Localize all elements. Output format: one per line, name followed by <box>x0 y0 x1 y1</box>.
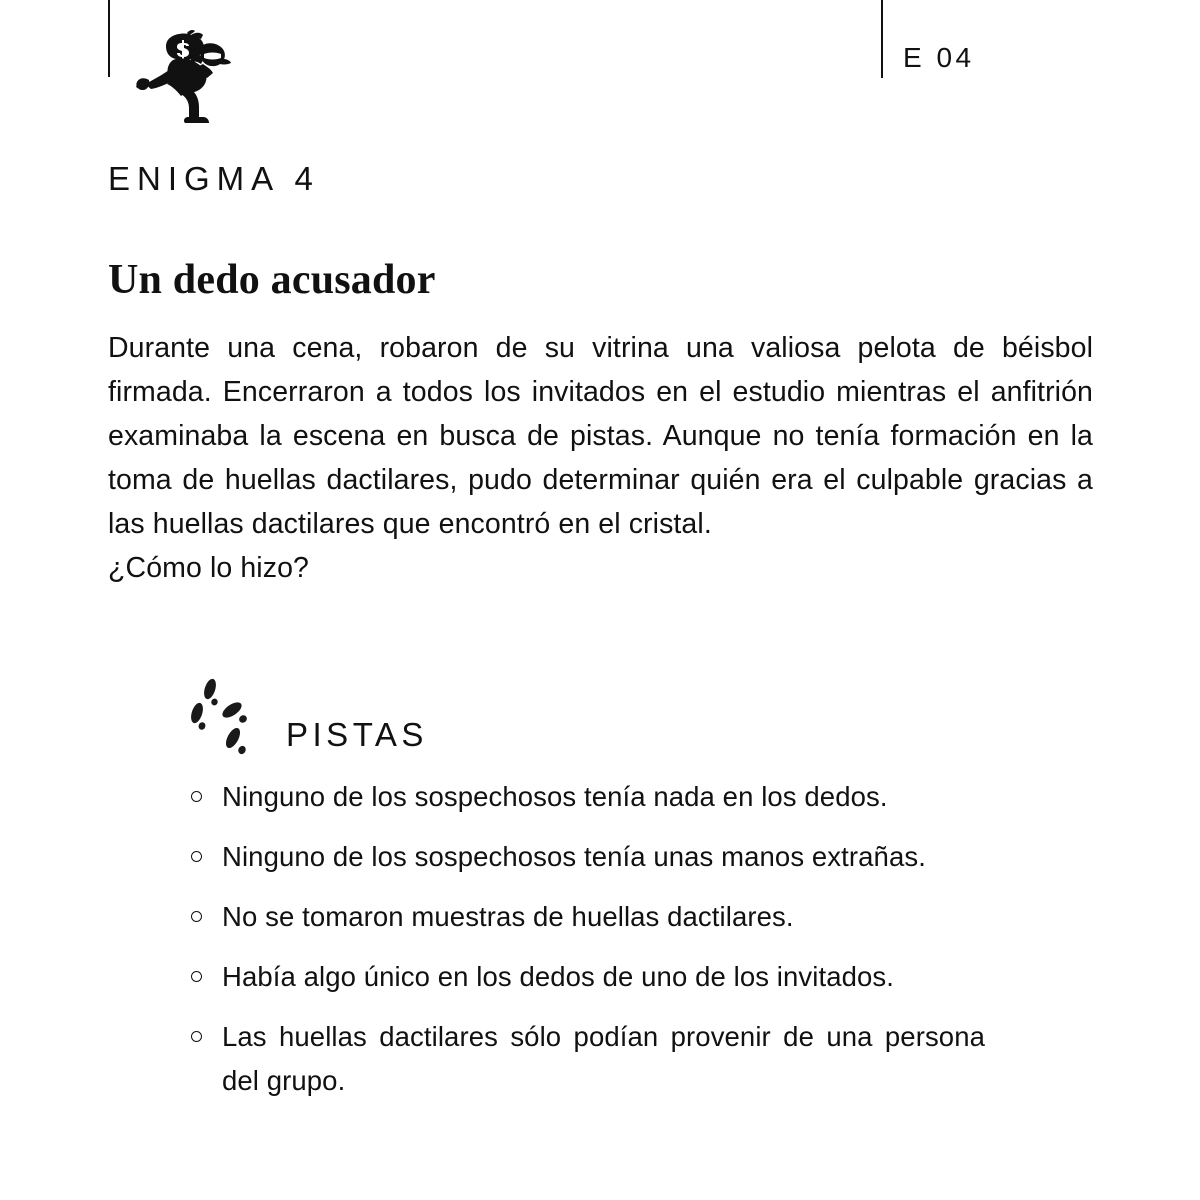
running-thief-with-money-bag-icon <box>131 28 235 126</box>
clues-heading: PISTAS <box>286 716 428 753</box>
bullet-circle-icon <box>191 971 202 982</box>
list-item <box>190 895 985 939</box>
clue-text: Ninguno de los sospechosos tenía nada en los dedos. <box>222 781 888 812</box>
bullet-circle-icon <box>191 911 202 922</box>
puzzle-body <box>108 326 1093 590</box>
header-rule-left <box>108 0 110 77</box>
page-title: Un dedo acusador <box>108 257 436 304</box>
list-item <box>190 835 985 879</box>
enigma-label: ENIGMA 4 <box>108 160 320 197</box>
clue-text: Había algo único en los dedos de uno de los invitados. <box>222 961 894 992</box>
puzzle-question: ¿Cómo lo hizo? <box>108 552 309 584</box>
episode-code: E 04 <box>903 42 975 73</box>
bullet-circle-icon <box>191 851 202 862</box>
list-item <box>190 955 985 999</box>
bullet-circle-icon <box>191 791 202 802</box>
header-rule-right <box>881 0 883 78</box>
page-header <box>0 0 1200 140</box>
clues-header <box>188 676 428 760</box>
clues-list <box>190 775 985 1103</box>
puzzle-description: Durante una cena, robaron de su vitrina una valiosa pelota de béisbol firmada. Encerraron a todos los invitados en el estudio mientras el anfitrión examinaba la escena en busca de pistas. Aunque no tenía formación en la toma de huellas dactilares, pudo determinar quién era el culpable gracias a las huellas dactilares que encontró en el cristal. <box>108 332 1093 540</box>
clue-text: No se tomaron muestras de huellas dactilares. <box>222 901 794 932</box>
clue-text: Las huellas dactilares sólo podían provenir de una persona del grupo. <box>222 1021 985 1096</box>
list-item <box>190 775 985 819</box>
bullet-circle-icon <box>191 1031 202 1042</box>
clue-text: Ninguno de los sospechosos tenía unas manos extrañas. <box>222 841 926 872</box>
list-item <box>190 1015 985 1103</box>
footsteps-trail-icon <box>188 676 264 760</box>
